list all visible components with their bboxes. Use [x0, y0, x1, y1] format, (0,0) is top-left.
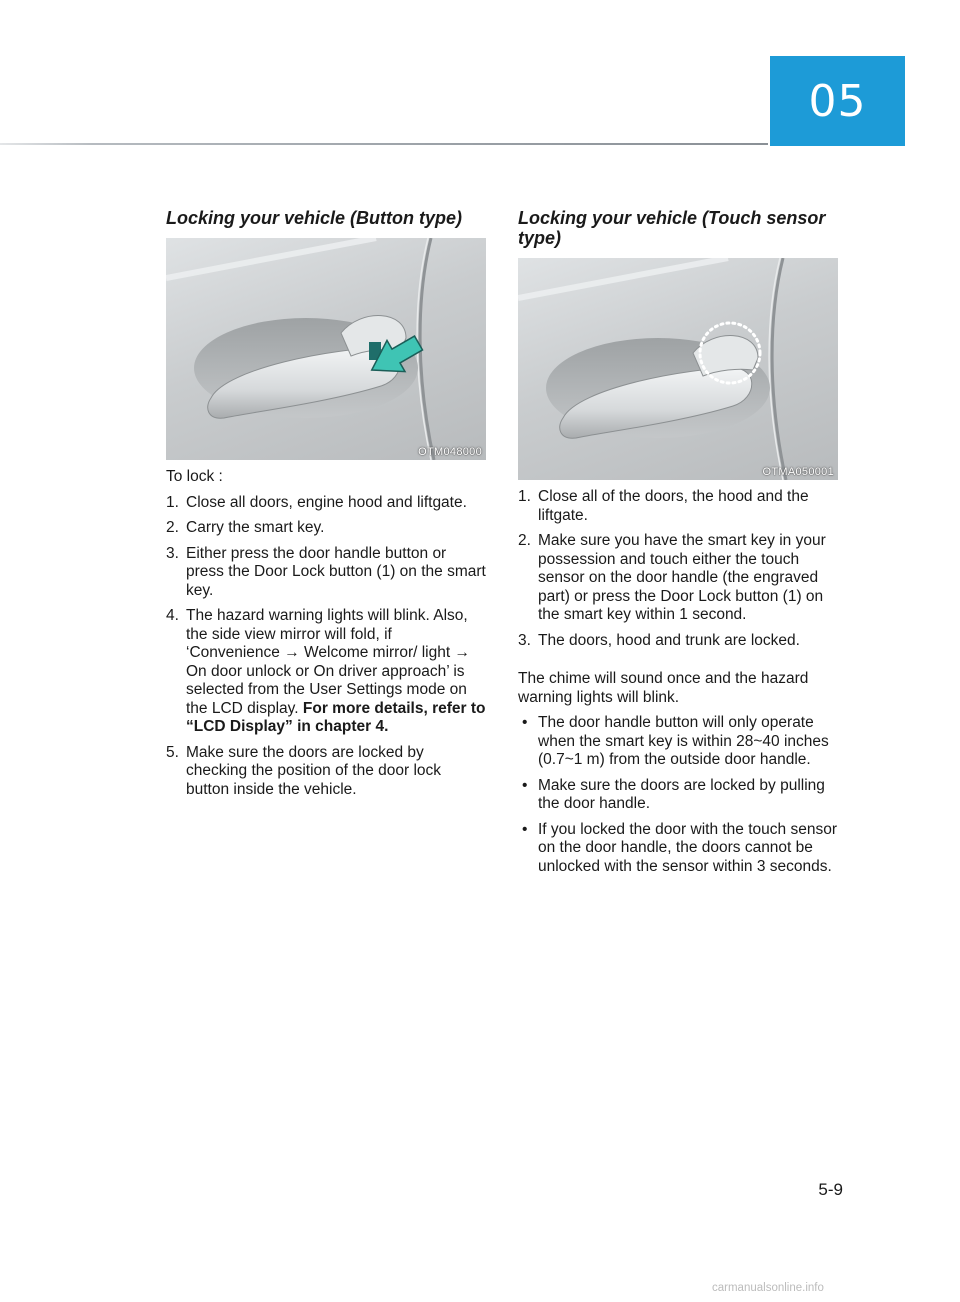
step-item: 3. Either press the door handle button or press the Door Lock button (1) on the smart key.: [166, 544, 486, 599]
step-item: 4. The hazard warning lights will blink. Also, the side view mirror will fold, if ‘Convenience → Welcome mirror/ light → On door unlock or On driver approach’ is selected from the User Settings mode on the LCD display. For more details, refer to “LCD Display” in chapter 4.: [166, 607, 486, 735]
right-column: [518, 208, 843, 883]
figure-code: OTM048000: [418, 446, 482, 458]
step-item: 2. Carry the smart key.: [166, 519, 325, 536]
section-heading-button-type: Locking your vehicle (Button type): [166, 208, 463, 228]
page-number: 5-9: [818, 1180, 843, 1199]
right-step-list: [518, 488, 843, 650]
right-bullet-list: [518, 714, 843, 876]
cross-reference: For more details, refer to “LCD Display” in chapter 4.: [186, 699, 486, 735]
header-rule: [0, 143, 768, 145]
door-handle-touch-sensor-illustration: [518, 258, 838, 480]
chapter-tab: 05: [770, 56, 905, 146]
step-item: 1. Close all of the doors, the hood and the liftgate.: [518, 488, 809, 524]
bullet-item: • Make sure the doors are locked by pulling the door handle.: [518, 777, 843, 814]
section-heading-touch-sensor-type: Locking your vehicle (Touch sensor type): [518, 208, 826, 248]
lock-lead-text: To lock :: [166, 468, 223, 485]
door-handle-touch-drawing: [518, 258, 838, 480]
step-item: 5. Make sure the doors are locked by checking the position of the door lock button inside the vehicle.: [166, 743, 442, 798]
step-item: 3. The doors, hood and trunk are locked.: [518, 631, 800, 649]
left-column: [166, 208, 486, 806]
door-handle-button-illustration: [166, 238, 486, 460]
chime-paragraph: The chime will sound once and the hazard warning lights will blink.: [518, 670, 809, 706]
bullet-item: • The door handle button will only operate when the smart key is within 28~40 inches (0.7~1 m) from the outside door handle.: [518, 714, 843, 770]
bullet-item: • If you locked the door with the touch sensor on the door handle, the doors cannot be unlocked with the sensor within 3 seconds.: [518, 821, 843, 877]
left-step-list: [166, 494, 486, 800]
door-handle-button-drawing: [166, 238, 486, 460]
step-item: 1. Close all doors, engine hood and liftgate.: [166, 493, 467, 511]
watermark: carmanualsonline.info: [712, 1282, 824, 1294]
step-item: 2. Make sure you have the smart key in your possession and touch either the touch sensor on the door handle (the engraved part) or press the Door Lock button (1) on the smart key within 1 second.: [518, 532, 826, 623]
figure-code: OTMA050001: [762, 466, 834, 478]
